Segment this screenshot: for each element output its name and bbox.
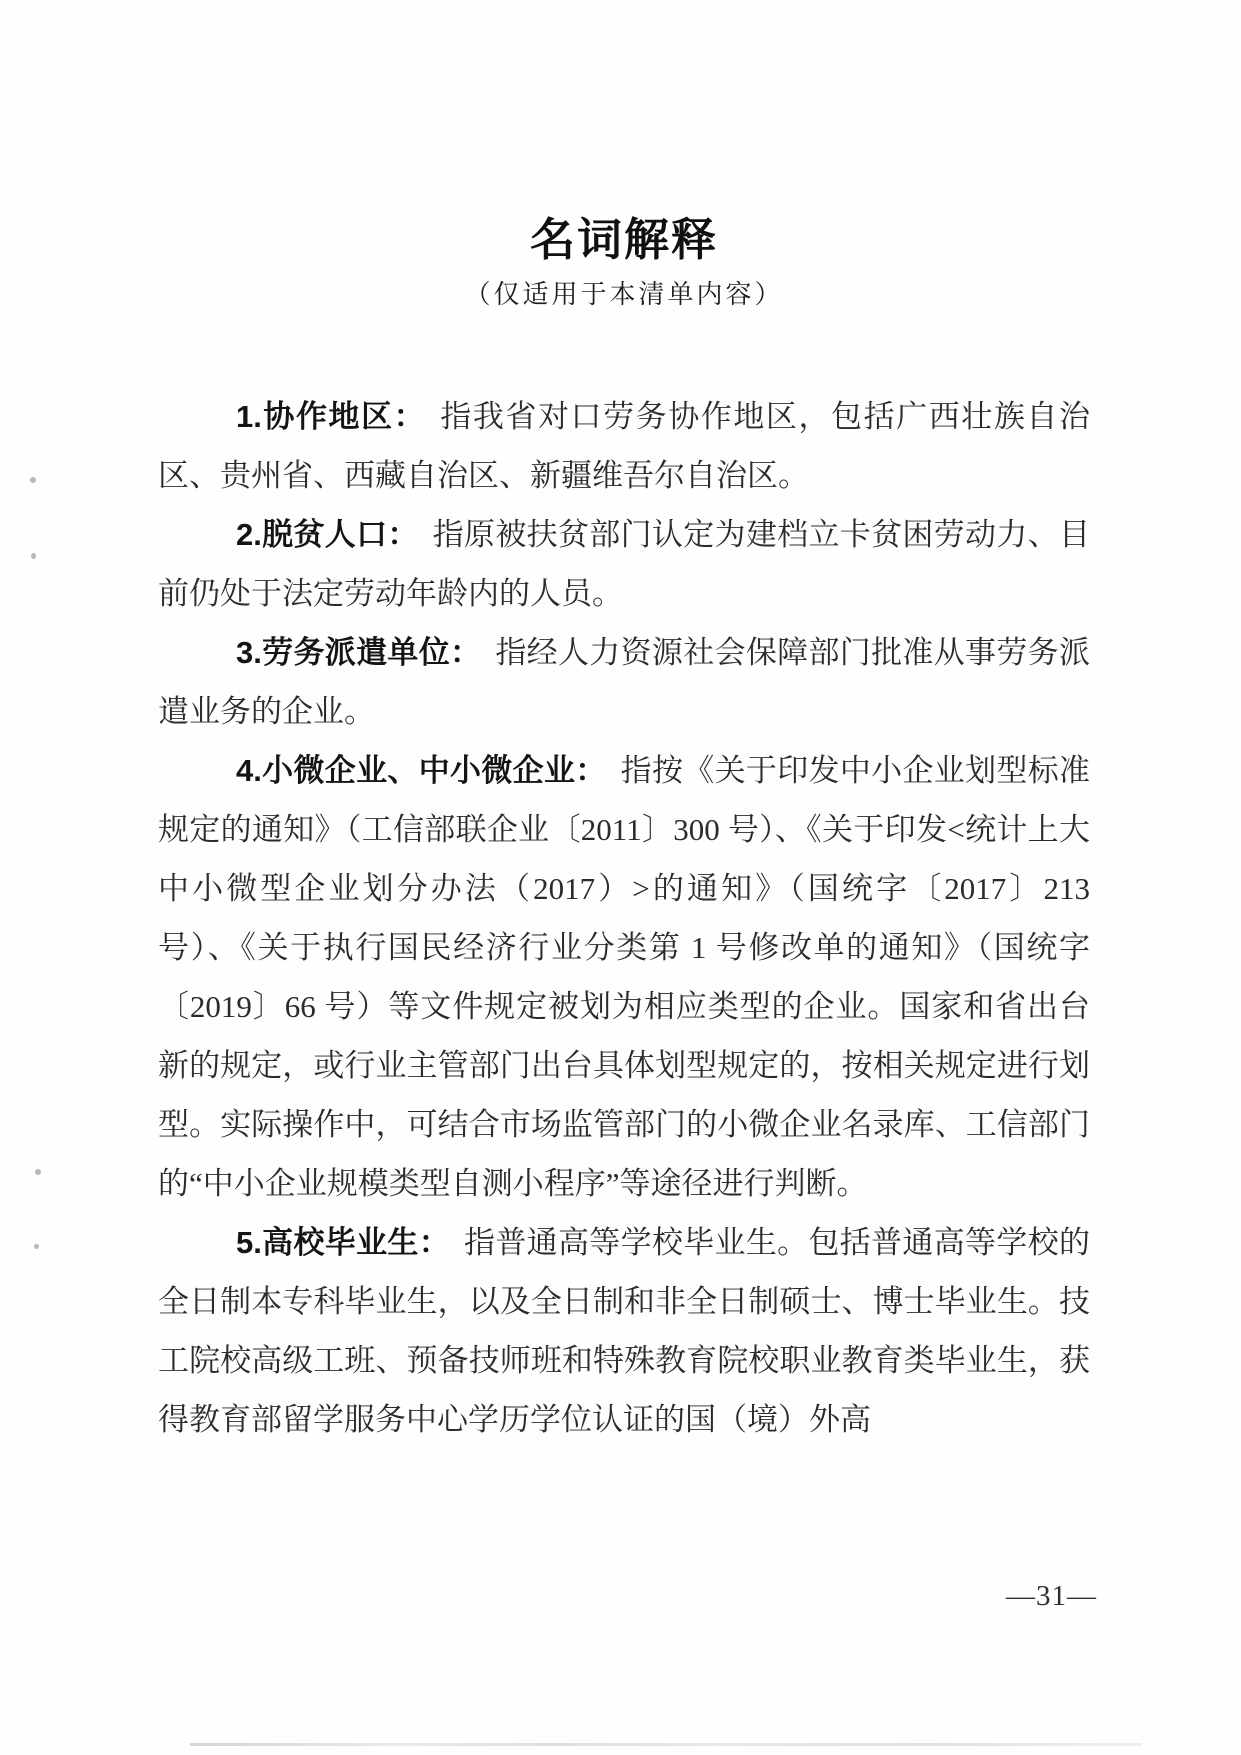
definition-term: 5.高校毕业生： [236, 1225, 451, 1260]
page-subtitle: （仅适用于本清单内容） [464, 280, 784, 309]
definition-paragraph [158, 387, 1090, 505]
definition-text: 指原被扶贫部门认定为建档立卡贫困劳动力、目前仍处于法定劳动年龄内的人员。 [158, 517, 1090, 611]
page-bottom-edge-line [190, 1743, 1142, 1746]
definition-paragraph [158, 1213, 1090, 1449]
definition-term: 3.劳务派遣单位： [236, 635, 482, 670]
scan-speck [34, 1244, 39, 1249]
page-title: 名词解释 [529, 215, 718, 265]
definition-term: 2.脱贫人口： [236, 517, 419, 552]
document-body [158, 387, 1090, 1449]
definition-paragraph [158, 741, 1090, 1213]
scan-speck [35, 1169, 41, 1175]
definition-text: 指我省对口劳务协作地区，包括广西壮族自治区、贵州省、西藏自治区、新疆维吾尔自治区。 [158, 399, 1090, 493]
page-number: —31— [1006, 1580, 1097, 1612]
scan-speck [31, 553, 36, 559]
definition-text: 指经人力资源社会保障部门批准从事劳务派遣业务的企业。 [158, 635, 1090, 729]
definition-term: 4.小微企业、中小微企业： [236, 753, 607, 788]
definition-paragraph [158, 505, 1090, 623]
definition-paragraph [158, 623, 1090, 741]
text-column [158, 0, 1090, 1449]
scan-speck [30, 477, 36, 483]
definition-text: 指普通高等学校毕业生。包括普通高等学校的全日制本专科毕业生，以及全日制和非全日制硕士、博士毕业生。技工院校高级工班、预备技师班和特殊教育院校职业教育类毕业生，获得教育部留学服务中心学历学位认证的国（境）外高 [158, 1225, 1090, 1437]
definition-term: 1.协作地区： [236, 399, 427, 434]
definition-text: 指按《关于印发中小企业划型标准规定的通知》（工信部联企业〔2011〕300 号）、《关于印发<统计上大中小微型企业划分办法（2017）>的通知》（国统字〔2017〕213 号）、《关于执行国民经济行业分类第 1 号修改单的通知》（国统字〔2019〕66 号）等文件规定被划为相应类型的企业。国家和省出台新的规定，或行业主管部门出台具体划型规定的，按相关规定进行划型。实际操作中，可结合市场监管部门的小微企业名录库、工信部门的“中小企业规模类型自测小程序”等途径进行判断。 [158, 753, 1091, 1201]
